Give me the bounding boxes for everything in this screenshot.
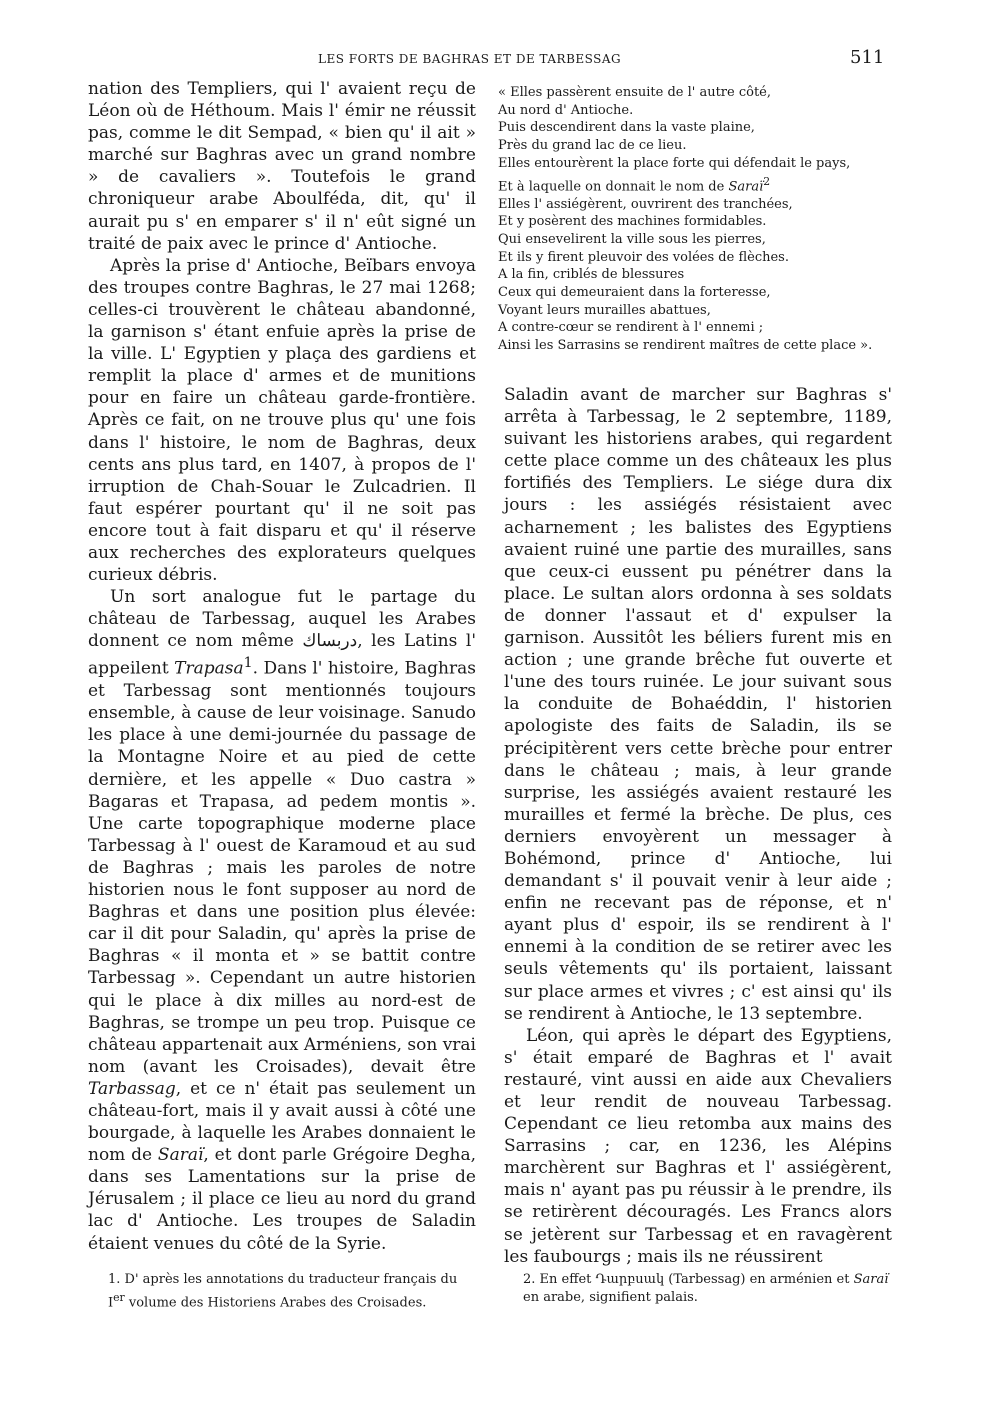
verse-line: Elles entourèrent la place forte qui défendait le pays,: [498, 155, 851, 171]
footnote-line: [108, 1289, 498, 1312]
text-run: , les Latins l' appeilent: [88, 631, 476, 680]
verse-line: A contre-cœur se rendirent à l' ennemi ;: [498, 320, 764, 336]
footnote-line: 1. D' après les annotations du traducteur français du: [108, 1272, 458, 1287]
text-run: I: [108, 1295, 114, 1311]
verse-line: Près du grand lac de ce lieu.: [498, 138, 687, 154]
text-run: , et ce n' était pas seulement un château-fort, mais il y avait aussi à côté une bourgade, à laquelle les Arabes donnaient le nom de: [88, 1078, 476, 1166]
italic-term: Saraï: [853, 1272, 889, 1287]
italic-term: Saraï: [728, 178, 764, 194]
verse-line: Ceux qui demeuraient dans la forteresse,: [498, 285, 771, 301]
verse-line: Qui ensevelirent la ville sous les pierres,: [498, 231, 766, 247]
verse-quotation: [498, 84, 902, 355]
text-run: 2. En effet: [523, 1272, 596, 1287]
verse-line: Elles l' assiégèrent, ouvrirent des tranchées,: [498, 196, 793, 212]
verse-line: Voyant leurs murailles abattues,: [498, 302, 711, 318]
text-run: en arabe, signifient palais.: [523, 1290, 698, 1305]
verse-line: « Elles passèrent ensuite de l' autre côté,: [498, 85, 772, 100]
verse-line: Et y posèrent des machines formidables.: [498, 214, 767, 230]
italic-term: Trapasa: [174, 659, 244, 680]
paragraph: Léon, qui après le départ des Egyptiens, s' était emparé de Baghras et l' avait restauré, vint aussi en aide aux Chevaliers et leur rendit de nouveau Tarbessag. Cependant ce lieu retomba aux mains des Sarrasins ; car, en 1236, les Alépins marchèrent sur Baghras et l' assiégèrent, mais n' ayant pas pu réussir à le prendre, ils se retirèrent découragés. Les Francs alors se jetèrent sur Tarbessag et en ravagèrent les faubourgs ; mais ils ne réussirent: [504, 1025, 892, 1267]
footnote-1: [108, 1271, 498, 1312]
right-column: [504, 384, 892, 1268]
left-column: [88, 78, 476, 1255]
paragraph: Saladin avant de marcher sur Baghras s' arrêta à Tarbessag, le 2 septembre, 1189, suivant les historiens arabes, qui regardent cette place comme un des châteaux les plus fortifiés des Templiers. Le siége dura dix jours : les assiégés résistaient avec acharnement ; les balistes des Egyptiens avaient ruiné une partie des murailles, sans que ceux-ci eussent pu pénétrer dans la place. Le sultan alors ordonna à ses soldats de donner l'assaut et d' expulser la garnison. Aussitôt les béliers furent mis en action ; une grande brêche fut ouverte et l'une des tours ruinée. Le jour suivant sous la conduite de Bohaéddin, l' historien apologiste des faits de Saladin, ils se précipitèrent vers cette brèche pour entrer dans le château ; mais, à leur grande surprise, les assiégés avaient restauré les murailles et fermé la brèche. De plus, ces derniers envoyèrent un messager à Bohémond, prince d' Antioche, lui demandant s' il pouvait venir à leur aide ; enfin ne recevant pas de réponse, et n' ayant plus d' espoir, ils se rendirent à l' ennemi à la condition de se retirer avec les seuls vêtements qu' ils portaient, laissant sur place armes et vivres ; c' est ainsi qu' ils se rendirent à Antioche, le 13 septembre.: [504, 385, 892, 1024]
ordinal-suffix: er: [113, 1291, 125, 1304]
verse-line: Ainsi les Sarrasins se rendirent maîtres de cette place ».: [498, 338, 873, 354]
text-run: Et à laquelle on donnait le nom de: [498, 178, 729, 194]
text-run: . Dans l' histoire, Baghras et Tarbessag sont mentionnés toujours ensemble, à cause de leur voisinage. Sanudo les place à une demi-journée du passage de la Montagne Noire et au pied de cette dernière, et les appelle « Duo castra » Bagaras et Trapasa, ad pedem montis ». Une carte topographique moderne place Tarbessag à l' ouest de Karamoud et au sud de Baghras ; mais les paroles de notre historien nous le font supposer au nord de Baghras et dans une position plus élevée: car il dit pour Saladin, qu' après la prise de Baghras « il monta et » se battit contre Tarbessag ». Cependant un autre historien qui le place à dix milles au nord-est de Baghras, se trompe un peu trop. Puisque ce château appartenait aux Arméniens, son vrai nom (avant les Croisades), devait être: [88, 659, 476, 1077]
verse-line: Et ils y firent pleuvoir des volées de flèches.: [498, 249, 789, 265]
paragraph: nation des Templiers, qui l' avaient reçu de Léon où de Héthoum. Mais l' émir ne réussit pas, comme le dit Sempad, « bien qu' il ait » marché sur Baghras avec un grand nombre » de cavaliers ». Toutefois le grand chroniqueur arabe Aboulféda, dit, qu' il aurait pu s' en emparer s' il n' eût signé un traité de paix avec le prince d' Antioche.: [88, 79, 476, 254]
armenian-name: Դարբսակ: [595, 1272, 665, 1287]
verse-line: Puis descendirent dans la vaste plaine,: [498, 120, 755, 136]
verse-line: Au nord d' Antioche.: [498, 102, 634, 118]
italic-term: Saraï: [157, 1145, 204, 1166]
header-title: LES FORTS DE BAGHRAS ET DE TARBESSAG: [318, 52, 622, 66]
text-run: (Tarbessag) en arménien et: [664, 1272, 854, 1287]
verse-line: A la fin, criblés de blessures: [498, 267, 685, 283]
footnote-mark: 1: [243, 655, 253, 672]
text-run: volume des Historiens Arabes des Croisades.: [124, 1295, 427, 1311]
italic-term: Tarbassag: [88, 1078, 176, 1099]
paragraph: [88, 586, 476, 1254]
footnote-mark: 2: [763, 174, 771, 188]
footnote-2: [523, 1271, 903, 1307]
paragraph: Après la prise d' Antioche, Beïbars envoya des troupes contre Baghras, le 27 mai 1268; celles-ci trouvèrent le château abandonné, la garnison s' étant enfuie après la prise de la ville. L' Egyptien y plaça des gardiens et remplit la place d' armes et de munitions pour en faire un château garde-frontière. Après ce fait, on ne trouve plus qu' une fois dans l' histoire, le nom de Baghras, deux cents ans plus tard, en 1407, à propos de l' irruption de Chah-Souar le Zulcadrien. Il faut espérer pourtant qu' il ne soit pas encore tout à fait disparu et qu' il réserve aux recherches des explorateurs quelques curieux débris.: [88, 255, 476, 586]
arabic-name: دربساك: [302, 631, 358, 652]
page-number: 511: [850, 47, 885, 68]
text-run: Un sort analogue fut le partage du château de Tarbessag, auquel les Arabes donnent ce nom même: [88, 587, 476, 652]
text-run: , et dont parle Grégoire Degha, dans ses Lamentations sur la prise de Jérusalem ; il place ce lieu au nord du grand lac d' Antioche. Les troupes de Saladin étaient venues du côté de la Syrie.: [88, 1145, 476, 1254]
verse-line: [498, 173, 902, 196]
